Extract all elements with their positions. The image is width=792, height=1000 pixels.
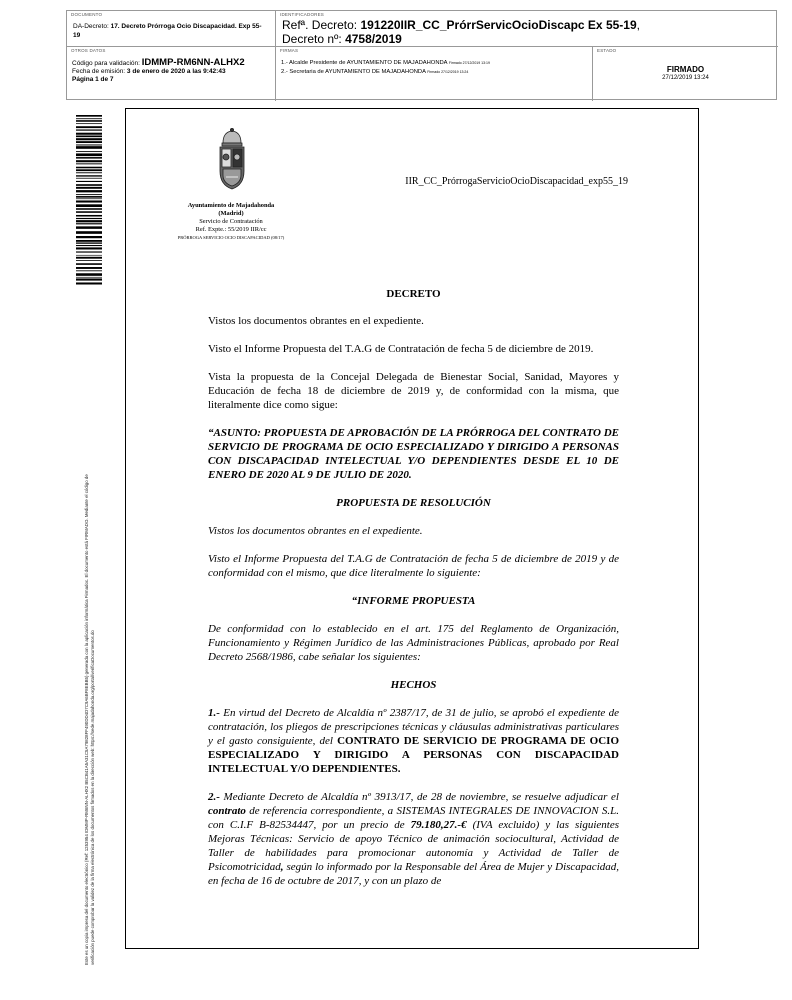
informe-title: “INFORME PROPUESTA [351, 595, 476, 607]
verification-sidebar-text: Este es un copia impresa del documento electrónico (Ref: 1253954 IDMMP-RM6NN-ALHX2 B5CB41A5A31C5A79828FF490DD4D7C9A6BF8EBB5) generada con la aplicación informática Firmadoc. El documento está FIRMADO. Mediante el código de verificación puede comprobar la validez de la firma electrónica de los documentos firmados en la dirección web: https://sede.majadahonda.org/portal/verificaDocumentos.do [84, 474, 95, 965]
barcode-bar [76, 267, 102, 269]
status-badge: FIRMADO [666, 65, 705, 74]
page-count: Página 1 de 7 [72, 76, 114, 83]
paragraph-3: Vista la propuesta de la Concejal Delegada de Bienestar Social, Sanidad, Mayores y Educación de fecha 18 de diciembre de 2019 y, de conformidad con la misma, que literalmente dice como sigue: [208, 371, 619, 411]
barcode-bar [76, 211, 102, 213]
firmas-label: FIRMAS [280, 48, 299, 53]
barcode-bar [76, 278, 102, 280]
barcode-bar [76, 187, 102, 189]
barcode-bar [76, 194, 102, 195]
barcode-bar [76, 141, 102, 143]
paragraph-5: Visto el Informe Propuesta del T.A.G de Contratación de fecha 5 de diciembre de 2019 y de conformidad con el mismo, que dice literalmente lo siguiente: [208, 553, 619, 579]
barcode-bar [76, 255, 102, 256]
barcode-bar [76, 115, 102, 117]
letterhead: Ayuntamiento de Majadahonda (Madrid) Servicio de Contratación Ref. Expte.: 55/2019 IIR/cc PRÓRROGA SERVICIO OCIO DISCAPACIDAD (08/17) [177, 202, 285, 240]
barcode-bar [76, 175, 102, 176]
estado-label: ESTADO [597, 48, 617, 53]
identificadores-cell [276, 11, 778, 47]
paragraph-1: Vistos los documentos obrantes en el expediente. [208, 315, 424, 327]
barcode-bar [76, 151, 102, 152]
barcode-bar [76, 257, 102, 259]
validation-code: IDMMP-RM6NN-ALHX2 [141, 57, 245, 68]
barcode-bar [76, 160, 102, 162]
barcode-bar [76, 204, 102, 207]
documento-title: DA-Decreto: 17. Decreto Prórroga Ocio Discapacidad. Exp 55-19 [73, 23, 262, 39]
barcode-bar [76, 190, 102, 192]
paragraph-2: Visto el Informe Propuesta del T.A.G de Contratación de fecha 5 de diciembre de 2019. [208, 343, 594, 355]
barcode-bar [76, 196, 102, 198]
barcode-bar [76, 146, 102, 149]
barcode-bar [76, 260, 102, 261]
barcode-bar [76, 144, 102, 145]
barcode-bar [76, 270, 102, 271]
paragraph-6: De conformidad con lo establecido en el art. 175 del Reglamento de Organización, Funcionamiento y Régimen Jurídico de las Administraciones Públicas, aprobado por Real Decreto 2568/1986, cabe señalar los siguientes: [208, 623, 619, 663]
barcode-bar [76, 135, 102, 137]
decree-number: Decreto nº: 4758/2019 [282, 32, 402, 46]
barcode-bar [76, 277, 102, 278]
identificadores-label: IDENTIFICADORES [280, 12, 325, 17]
status-date: 27/12/2019 13:24 [662, 75, 709, 81]
barcode-bar [76, 245, 102, 246]
document-page [125, 108, 699, 949]
paragraph-4: Vistos los documentos obrantes en el expediente. [208, 525, 423, 537]
barcode-bar [76, 129, 102, 130]
barcode [76, 115, 102, 285]
decree-body [208, 287, 619, 888]
signature-2: 2.- Secretaria de AYUNTAMIENTO DE MAJADAHONDA Firmado 27/12/2019 13:24 [281, 69, 469, 75]
barcode-bar [76, 169, 102, 171]
barcode-bar [76, 118, 102, 119]
document-reference: IIR_CC_PrórrogaServicioOcioDiscapacidad_exp55_19 [405, 176, 628, 187]
firmas-cell [276, 47, 593, 101]
barcode-bar [76, 153, 102, 156]
document-header [66, 10, 777, 100]
barcode-bar [76, 273, 102, 276]
barcode-bar [76, 184, 102, 186]
barcode-bar [76, 198, 102, 199]
barcode-bar [76, 263, 102, 265]
barcode-bar [76, 282, 102, 284]
barcode-bar [76, 226, 102, 228]
barcode-bar [76, 218, 102, 219]
asunto-paragraph: “ASUNTO: PROPUESTA DE APROBACIÓN DE LA PRÓRROGA DEL CONTRATO DE SERVICIO DE PROGRAMA DE OCIO ESPECIALIZADO Y DIRIGIDO A PERSONAS CON DISCAPACIDAD INTELECTUAL Y/O DEPENDIENTES DESDE EL 10 DE ENERO DE 2020 AL 9 DE JULIO DE 2020. [208, 427, 619, 481]
otros-datos-cell [67, 47, 276, 101]
hecho-1: 1.- En virtud del Decreto de Alcaldía nº 2387/17, de 31 de julio, se aprobó el expediente de contratación, los pliegos de prescripciones técnicas y cláusulas administrativas particulares y el gasto consiguiente, del CONTRATO DE SERVICIO DE PROGRAMA DE OCIO ESPECIALIZADO Y DIRIGIDO A PERSONAS CON DISCAPACIDAD INTELECTUAL Y/O DEPENDIENTES. [208, 707, 619, 775]
barcode-bar [76, 163, 102, 164]
decree-reference: Refª. Decreto: 191220IIR_CC_PrórrServicOcioDiscapc Ex 55-19, [282, 18, 640, 32]
propuesta-title: PROPUESTA DE RESOLUCIÓN [336, 497, 491, 509]
otros-datos: Código para validación: IDMMP-RM6NN-ALHX2 Fecha de emisión: 3 de enero de 2020 a las 9:42:43 Página 1 de 7 [72, 57, 245, 83]
barcode-bar [76, 133, 102, 135]
barcode-bar [76, 120, 102, 122]
barcode-bar [76, 178, 102, 179]
estado-cell [593, 47, 778, 101]
barcode-bar [76, 236, 102, 238]
barcode-bar [76, 126, 102, 128]
barcode-bar [76, 138, 102, 140]
barcode-bar [76, 242, 102, 243]
documento-cell [67, 11, 276, 47]
barcode-bar [76, 220, 102, 222]
barcode-bar [76, 215, 102, 217]
barcode-bar [76, 157, 102, 159]
barcode-bar [76, 247, 102, 249]
signature-1: 1.- Alcalde Presidente de AYUNTAMIENTO DE MAJADAHONDA Firmado 27/12/2019 13:19 [281, 60, 490, 66]
barcode-bar [76, 251, 102, 252]
barcode-bar [76, 181, 102, 182]
hechos-title: HECHOS [390, 679, 437, 691]
barcode-bar [76, 172, 102, 173]
barcode-bar [76, 208, 102, 210]
barcode-bar [76, 240, 102, 242]
barcode-bar [76, 123, 102, 124]
hecho-2: 2.- Mediante Decreto de Alcaldía nº 3913/17, de 28 de noviembre, se resuelve adjudicar el contrato de referencia correspondiente, a SISTEMAS INTEGRALES DE INNOVACION S.L. con C.I.F B-82534447, por un precio de 79.180,27.-€ (IVA excluido) y las siguientes Mejoras Técnicas: Servicio de apoyo Técnico de animación sociocultural, Actividad de Taller de habilidades para promocionar autonomía y Actividad de Taller de Psicomotricidad, según lo informado por la Responsable del Área de Mujer y Discapacidad, en fecha de 16 de octubre de 2017, y con un plazo de [208, 791, 620, 887]
signatures-list [281, 59, 490, 77]
coat-of-arms-icon [214, 127, 250, 191]
barcode-bar [76, 223, 102, 224]
otros-label: OTROS DATOS [71, 48, 106, 53]
barcode-bar [76, 200, 102, 202]
barcode-bar [76, 167, 102, 169]
documento-label: DOCUMENTO [71, 12, 103, 17]
decree-title: DECRETO [386, 288, 441, 300]
barcode-bar [76, 231, 102, 234]
